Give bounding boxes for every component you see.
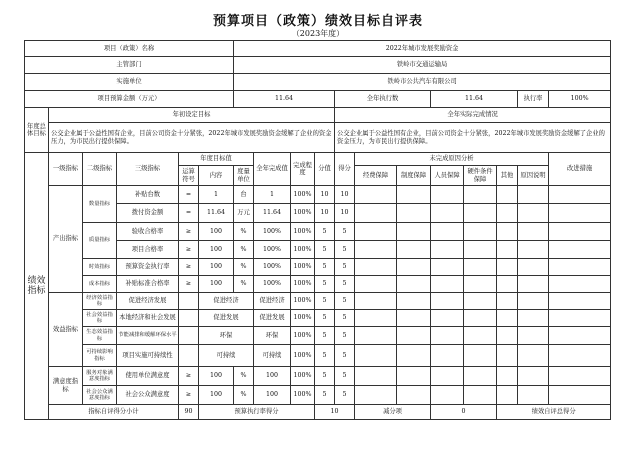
header-level3: 三级指标	[117, 153, 179, 186]
row-l2: 时效指标	[83, 259, 117, 276]
header-content: 内容	[199, 166, 234, 186]
row-op: ≥	[179, 241, 199, 259]
row-rate: 100%	[291, 310, 315, 327]
dept-label: 主管部门	[25, 57, 234, 74]
goal-header-row	[25, 108, 611, 123]
row-unit: %	[234, 223, 254, 241]
row-weight: 5	[315, 223, 335, 241]
row-rate: 100%	[291, 186, 315, 204]
header-r-note: 原因说明	[518, 166, 549, 186]
header-level2: 二级指标	[83, 153, 117, 186]
year-subtitle: （2023年度）	[291, 29, 345, 38]
row-l2: 社会公众满意度指标	[83, 386, 117, 405]
row-l2: 生态效益指标	[83, 327, 117, 345]
row-l3: 验收合格率	[117, 223, 179, 241]
row-weight: 5	[315, 345, 335, 367]
row-rate: 100%	[291, 204, 315, 223]
row-op: ≥	[179, 386, 199, 405]
indicator-header-row-1	[25, 153, 611, 166]
row-l2: 经济效益指标	[83, 293, 117, 310]
row-content: 100	[199, 241, 234, 259]
row-weight: 5	[315, 367, 335, 386]
exec-value: 11.64	[431, 91, 518, 108]
row-l3: 补贴台数	[117, 186, 179, 204]
budget-value: 11.64	[234, 91, 335, 108]
row-l2: 数量指标	[83, 186, 117, 223]
row-l3: 补贴标准合格率	[117, 276, 179, 293]
row-rate: 100%	[291, 327, 315, 345]
row-content: 促进发展	[199, 310, 254, 327]
header-unit: 度量单位	[234, 166, 254, 186]
row-rate: 100%	[291, 259, 315, 276]
row-done: 11.64	[254, 204, 291, 223]
row-op: =	[179, 186, 199, 204]
total-value: 90	[179, 405, 199, 420]
table-row	[25, 186, 611, 204]
row-done: 环保	[254, 327, 291, 345]
row-unit: %	[234, 367, 254, 386]
dept-row	[25, 57, 611, 74]
row-unit: %	[234, 241, 254, 259]
header-level1: 一级指标	[49, 153, 83, 186]
row-l2: 成本指标	[83, 276, 117, 293]
table-row	[25, 223, 611, 241]
row-content: 100	[199, 386, 234, 405]
unit-value: 铁岭市公共汽车有限公司	[234, 74, 611, 91]
row-unit: %	[234, 276, 254, 293]
row-op	[179, 327, 199, 345]
header-r-hardware: 硬件条件保障	[464, 166, 497, 186]
row-score: 5	[335, 223, 355, 241]
goal-text-row	[25, 123, 611, 153]
rate-value: 100%	[549, 91, 611, 108]
group-satisfaction: 满意度指标	[49, 367, 83, 405]
project-name: 2022年城市发展奖励资金	[234, 41, 611, 57]
row-content: 100	[199, 367, 234, 386]
goal-actual-text: 公交企业属于公益性国有企业，目前公司资金十分紧张，2022年城市发展奖励资金缓解了企业的资金压力，为市民出行提供保障。	[335, 123, 611, 153]
footer-row	[25, 405, 611, 420]
row-unit: %	[234, 259, 254, 276]
page-title: 预算项目（政策）绩效目标自评表	[212, 14, 423, 29]
row-score: 5	[335, 310, 355, 327]
row-done: 可持续	[254, 345, 291, 367]
row-op: ≥	[179, 367, 199, 386]
row-op	[179, 293, 199, 310]
row-weight: 5	[315, 293, 335, 310]
row-l2: 服务对象满意度指标	[83, 367, 117, 386]
row-weight: 5	[315, 259, 335, 276]
perf-section-label: 绩效指标	[25, 153, 49, 420]
row-unit: %	[234, 386, 254, 405]
budget-label: 项目预算金额（万元）	[25, 91, 234, 108]
table-row	[25, 367, 611, 386]
budget-score-label: 预算执行率得分	[199, 405, 315, 420]
exec-label: 全年执行数	[335, 91, 431, 108]
row-weight: 5	[315, 327, 335, 345]
row-done: 100%	[254, 259, 291, 276]
group-output: 产出指标	[49, 186, 83, 293]
row-op	[179, 345, 199, 367]
row-content: 100	[199, 223, 234, 241]
row-rate: 100%	[291, 276, 315, 293]
row-rate: 100%	[291, 367, 315, 386]
row-rate: 100%	[291, 345, 315, 367]
header-op: 运算符号	[179, 166, 199, 186]
goal-set-text: 公交企业属于公益性国有企业，目前公司资金十分紧张，2022年城市发展奖励资金缓解了企业的资金压力，为市民出行提供保障。	[49, 123, 335, 153]
row-score: 10	[335, 186, 355, 204]
row-weight: 5	[315, 276, 335, 293]
row-l2: 社会效益指标	[83, 310, 117, 327]
deduct-value: 0	[431, 405, 497, 420]
table-row	[25, 276, 611, 293]
row-content: 环保	[199, 327, 254, 345]
row-unit: 台	[234, 186, 254, 204]
row-rate: 100%	[291, 241, 315, 259]
row-weight: 10	[315, 204, 335, 223]
final-label: 绩效自评总得分	[497, 405, 611, 420]
row-content: 可持续	[199, 345, 254, 367]
group-effect: 效益指标	[49, 293, 83, 367]
row-done: 100%	[254, 223, 291, 241]
row-weight: 5	[315, 386, 335, 405]
header-score: 得分	[335, 153, 355, 186]
row-op	[179, 310, 199, 327]
row-l3: 社会公众满意度	[117, 386, 179, 405]
header-measures: 改进措施	[549, 153, 611, 186]
table-row	[25, 293, 611, 310]
row-score: 10	[335, 204, 355, 223]
row-l3: 节能减排和缓解环保水平	[117, 327, 179, 345]
row-content: 促进经济	[199, 293, 254, 310]
row-score: 5	[335, 327, 355, 345]
deduct-label: 减分项	[355, 405, 431, 420]
goal-set-label: 年初设定目标	[49, 108, 335, 123]
header-completion: 全年完成值	[254, 153, 291, 186]
evaluation-table	[24, 40, 611, 420]
rate-label: 执行率	[518, 91, 549, 108]
row-l2: 可持续影响指标	[83, 345, 117, 367]
table-row	[25, 310, 611, 327]
row-content: 100	[199, 259, 234, 276]
row-weight: 10	[315, 186, 335, 204]
row-content: 1	[199, 186, 234, 204]
header-completion-rate: 完成程度	[291, 153, 315, 186]
table-row	[25, 327, 611, 345]
row-score: 5	[335, 241, 355, 259]
unit-row	[25, 74, 611, 91]
unit-label: 实施单位	[25, 74, 234, 91]
goal-section-label: 年度总体目标	[25, 108, 49, 153]
row-l3: 预算资金执行率	[117, 259, 179, 276]
row-done: 100	[254, 386, 291, 405]
row-done: 1	[254, 186, 291, 204]
table-row	[25, 259, 611, 276]
header-r-funding: 经费保障	[355, 166, 397, 186]
row-l3: 拨付资金额	[117, 204, 179, 223]
row-l2: 质量指标	[83, 223, 117, 259]
project-name-row	[25, 41, 611, 57]
row-l3: 促进经济发展	[117, 293, 179, 310]
row-done: 100%	[254, 276, 291, 293]
row-score: 5	[335, 293, 355, 310]
row-l3: 项目合格率	[117, 241, 179, 259]
budget-score-value: 10	[315, 405, 355, 420]
budget-row	[25, 91, 611, 108]
header-r-system: 制度保障	[397, 166, 431, 186]
row-l3: 使用单位满意度	[117, 367, 179, 386]
header-r-staff: 人员保障	[431, 166, 464, 186]
row-score: 5	[335, 345, 355, 367]
row-op: =	[179, 204, 199, 223]
row-done: 100%	[254, 241, 291, 259]
row-done: 100	[254, 367, 291, 386]
header-weight: 分值	[315, 153, 335, 186]
row-score: 5	[335, 276, 355, 293]
row-rate: 100%	[291, 386, 315, 405]
row-rate: 100%	[291, 223, 315, 241]
row-done: 促进经济	[254, 293, 291, 310]
row-rate: 100%	[291, 293, 315, 310]
project-name-label: 项目（政策）名称	[25, 41, 234, 57]
header-reasons: 未完成原因分析	[355, 153, 549, 166]
row-done: 促进发展	[254, 310, 291, 327]
row-score: 5	[335, 386, 355, 405]
row-weight: 5	[315, 310, 335, 327]
row-op: ≥	[179, 276, 199, 293]
dept-value: 铁岭市交通运输局	[234, 57, 611, 74]
row-op: ≥	[179, 223, 199, 241]
row-score: 5	[335, 259, 355, 276]
goal-actual-label: 全年实际完成情况	[335, 108, 611, 123]
row-content: 11.64	[199, 204, 234, 223]
header-target: 年度目标值	[179, 153, 254, 166]
row-content: 100	[199, 276, 234, 293]
row-l3: 项目实施可持续性	[117, 345, 179, 367]
row-op: ≥	[179, 259, 199, 276]
row-l3: 本地经济和社会发展	[117, 310, 179, 327]
table-row	[25, 345, 611, 367]
table-row	[25, 386, 611, 405]
header-r-other: 其他	[497, 166, 518, 186]
total-label: 指标自评得分小计	[49, 405, 179, 420]
row-weight: 5	[315, 241, 335, 259]
row-score: 5	[335, 367, 355, 386]
row-unit: 万元	[234, 204, 254, 223]
